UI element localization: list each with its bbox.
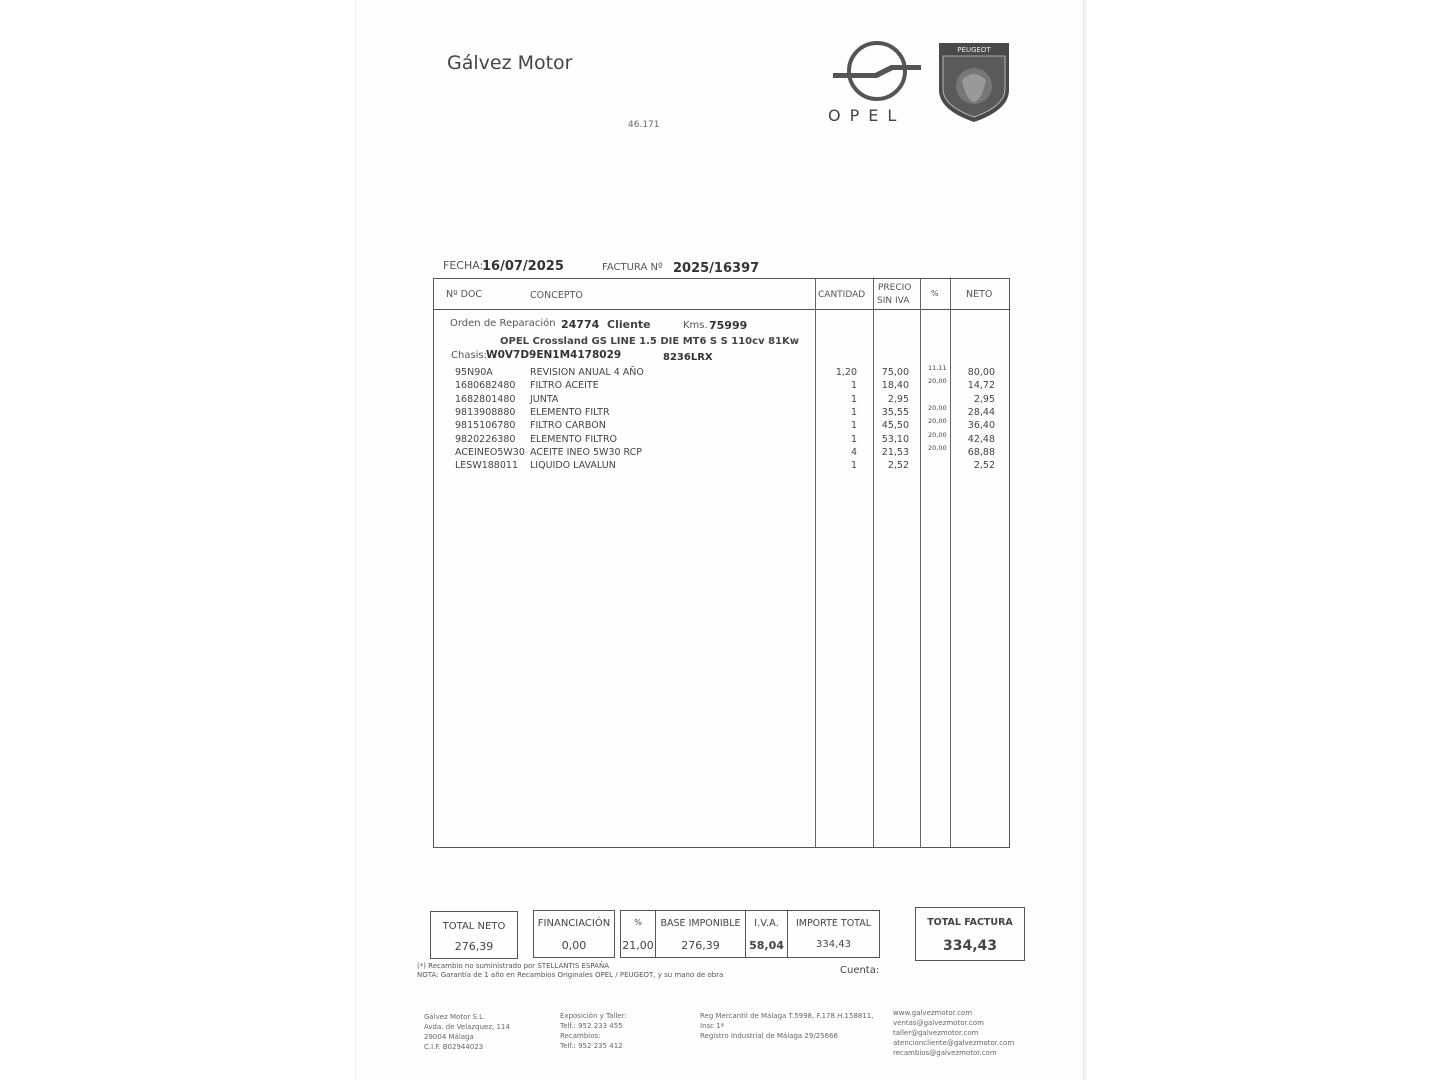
row-concepto: FILTRO ACEITE — [530, 380, 599, 392]
cliente-label: Cliente — [607, 318, 651, 331]
document-code: 46.171 — [628, 120, 660, 130]
kms-label: Kms. — [683, 320, 708, 331]
financiacion-label: FINANCIACIÓN — [537, 918, 611, 929]
footer-website-link[interactable]: www.galvezmotor.com — [893, 1009, 973, 1017]
iva-label: I.V.A. — [754, 918, 779, 929]
row-doc: LESW188011 — [455, 460, 518, 472]
row-pct: 20,00 — [928, 377, 947, 386]
footer-contact-line: Telf.: 952 235 412 — [560, 1042, 623, 1050]
chasis-label: Chasis: — [451, 350, 488, 361]
footer-web — [893, 1008, 1014, 1058]
footer-company — [424, 1012, 510, 1052]
footer-registry-line: Registro Industrial de Málaga 29/25666 — [700, 1032, 838, 1040]
col-neto: NETO — [966, 289, 993, 300]
importe-box — [787, 910, 880, 958]
row-pct: 20,00 — [928, 417, 947, 426]
row-cantidad: 4 — [850, 446, 857, 458]
company-brand: Gálvez Motor — [447, 52, 573, 74]
table-row — [434, 430, 1009, 447]
col-pct: % — [931, 289, 939, 298]
row-doc: ACEINEO5W30 — [455, 446, 525, 458]
financiacion-box — [533, 910, 615, 958]
row-neto: 68,88 — [967, 446, 995, 458]
invoice-lines-table — [433, 278, 1010, 848]
row-neto: 36,40 — [967, 420, 995, 432]
row-cantidad: 1 — [850, 460, 857, 472]
column-divider — [815, 279, 816, 847]
footer-registry-line: Reg Mercantil de Málaga T.5998, F.178.H.158811, — [700, 1012, 874, 1020]
table-row — [434, 394, 1009, 407]
row-doc: 9820226380 — [455, 433, 516, 445]
row-cantidad: 1,20 — [835, 367, 857, 378]
row-precio: 75,00 — [881, 367, 909, 378]
importe-label: IMPORTE TOTAL — [795, 918, 872, 929]
footer-company-line: Avda. de Velazquez, 114 — [424, 1023, 510, 1031]
peugeot-logo-text: PEUGEOT — [957, 46, 991, 54]
footer-company-line: 29004 Málaga — [424, 1033, 474, 1041]
pct-label: % — [634, 918, 642, 927]
pct-box — [620, 910, 656, 958]
row-precio: 18,40 — [881, 380, 909, 392]
base-box — [655, 910, 746, 958]
row-doc: 95N90A — [455, 367, 493, 378]
row-precio: 53,10 — [881, 433, 909, 445]
table-row — [434, 364, 1009, 380]
orden-label: Orden de Reparación — [450, 318, 556, 329]
footer-email-link[interactable]: recambios@galvezmotor.com — [893, 1049, 997, 1057]
row-neto: 80,00 — [967, 367, 995, 378]
row-concepto: ELEMENTO FILTR — [530, 406, 610, 418]
row-concepto: JUNTA — [530, 393, 559, 405]
total-neto-box — [430, 911, 518, 959]
row-neto: 2,95 — [973, 393, 995, 405]
iva-box — [745, 910, 788, 958]
row-pct: 20,00 — [928, 430, 947, 439]
importe-value: 334,43 — [816, 939, 851, 950]
total-factura-label: TOTAL FACTURA — [927, 917, 1013, 928]
table-row — [434, 443, 1009, 460]
col-concepto: CONCEPTO — [530, 290, 583, 301]
row-precio: 21,53 — [881, 446, 909, 458]
table-row — [434, 460, 1009, 473]
opel-logo-icon — [831, 35, 923, 105]
row-concepto: ELEMENTO FILTRO — [530, 433, 618, 445]
kms-value: 75999 — [709, 319, 748, 332]
row-cantidad: 1 — [850, 380, 857, 392]
row-precio: 2,52 — [887, 460, 909, 472]
total-factura-value: 334,43 — [942, 938, 998, 954]
footer-email-link[interactable]: ventas@galvezmotor.com — [893, 1019, 984, 1027]
factura-number: 2025/16397 — [673, 261, 760, 276]
col-ndoc: Nº DOC — [446, 289, 483, 300]
column-divider — [920, 279, 921, 847]
footer-email-link[interactable]: atencioncliente@galvezmotor.com — [893, 1039, 1015, 1047]
row-concepto: ACEITE INEO 5W30 RCP — [530, 446, 643, 458]
row-neto: 42,48 — [967, 433, 995, 445]
peugeot-logo-icon — [936, 40, 1012, 124]
row-doc: 9815106780 — [455, 420, 516, 432]
financiacion-value: 0,00 — [561, 939, 587, 952]
footer-registry-line: Insc 1ª — [700, 1022, 724, 1030]
note-recambio: (*) Recambio no suministrado por STELLANTIS ESPAÑA — [417, 962, 609, 970]
footer-company-line: C.I.F. B02944023 — [424, 1043, 484, 1051]
base-value: 276,39 — [681, 939, 720, 952]
footer-registry — [700, 1011, 874, 1041]
pct-value: 21,00 — [622, 939, 654, 952]
vehicle-description: OPEL Crossland GS LINE 1.5 DIE MT6 S S 110cv 81Kw — [500, 336, 799, 347]
row-doc: 1680682480 — [455, 380, 516, 392]
row-cantidad: 1 — [850, 420, 857, 432]
row-precio: 45,50 — [881, 420, 909, 432]
row-cantidad: 1 — [850, 393, 857, 405]
factura-label: FACTURA Nº — [602, 262, 663, 273]
table-header — [434, 279, 1009, 310]
row-cantidad: 1 — [850, 406, 857, 418]
col-sin-iva: SIN IVA — [877, 296, 910, 306]
row-neto: 28,44 — [967, 406, 995, 418]
total-neto-value: 276,39 — [454, 940, 494, 953]
footer-contact — [560, 1011, 627, 1051]
table-row — [434, 417, 1009, 433]
row-pct: 11,11 — [928, 364, 947, 372]
footer-email-link[interactable]: taller@galvezmotor.com — [893, 1029, 979, 1037]
row-concepto: REVISION ANUAL 4 AÑO — [530, 367, 644, 378]
base-label: BASE IMPONIBLE — [660, 918, 741, 929]
orden-number: 24774 — [561, 318, 600, 331]
footer-contact-line: Telf.: 952 233 455 — [560, 1022, 623, 1030]
row-precio: 2,95 — [887, 393, 909, 405]
footer-contact-line: Recambios: — [560, 1032, 601, 1040]
row-neto: 14,72 — [967, 380, 995, 392]
cuenta-label: Cuenta: — [840, 965, 880, 976]
table-row — [434, 377, 1009, 393]
row-cantidad: 1 — [850, 433, 857, 445]
fecha-label: FECHA: — [443, 259, 484, 272]
row-pct: 20,00 — [928, 443, 947, 452]
col-cantidad: CANTIDAD — [818, 290, 866, 300]
note-garantia: NOTA: Garantía de 1 año en Recambios Originales OPEL / PEUGEOT, y su mano de obra — [417, 971, 724, 979]
paper-edge — [1083, 0, 1088, 1080]
row-pct: 20,00 — [928, 403, 947, 412]
plate-value: 8236LRX — [663, 352, 713, 363]
footer-company-line: Gálvez Motor S.L. — [424, 1013, 486, 1021]
row-concepto: FILTRO CARBON — [530, 420, 606, 432]
column-divider — [873, 279, 874, 847]
row-neto: 2,52 — [973, 460, 995, 472]
total-neto-label: TOTAL NETO — [442, 921, 506, 932]
chasis-value: W0V7D9EN1M4178029 — [486, 349, 622, 361]
col-precio: PRECIO — [878, 283, 912, 293]
fecha-value: 16/07/2025 — [482, 259, 564, 274]
row-concepto: LIQUIDO LAVALUN — [530, 460, 616, 472]
row-doc: 1682801480 — [455, 393, 516, 405]
row-doc: 9813908880 — [455, 406, 516, 418]
row-precio: 35,55 — [881, 406, 909, 418]
total-factura-box — [915, 907, 1025, 961]
column-divider — [950, 279, 951, 847]
opel-logo-text: OPEL — [828, 106, 906, 125]
footer-contact-line: Exposición y Taller: — [560, 1012, 627, 1020]
table-row — [434, 403, 1009, 420]
iva-value: 58,04 — [749, 939, 784, 952]
